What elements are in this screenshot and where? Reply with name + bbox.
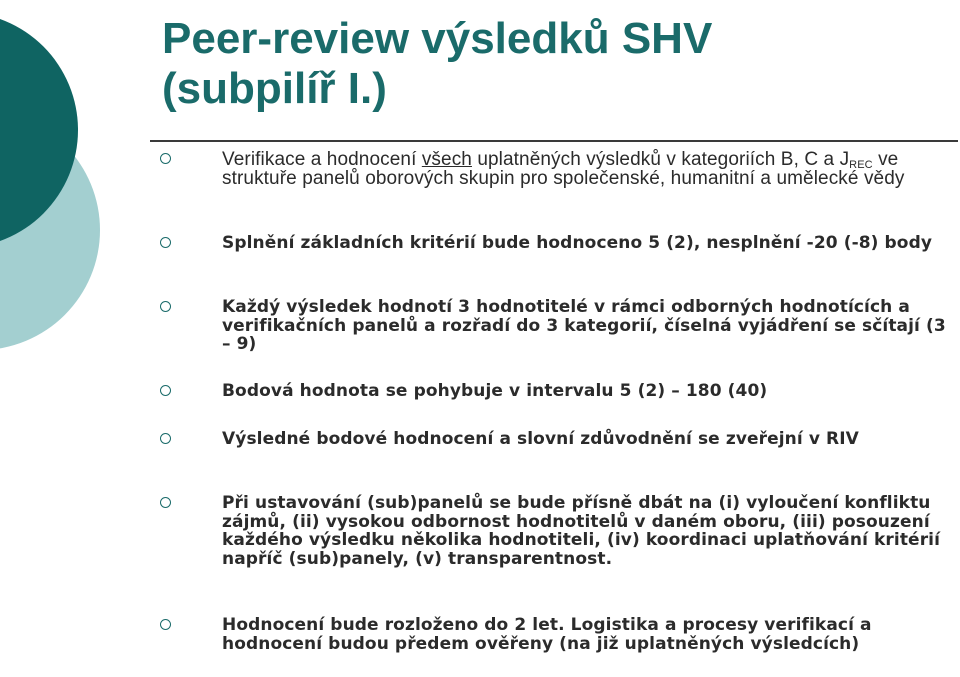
bullet-text: Hodnocení bude rozloženo do 2 let. Logistika a procesy verifikací a hodnocení budou předem ověřeny (na již uplatněných výsledcích): [222, 615, 872, 654]
bullet-circle-icon: [160, 385, 171, 396]
bullet-item-points-range: [160, 382, 950, 401]
bullet-circle-icon: [160, 497, 171, 508]
bullet-item-panels: [160, 494, 950, 568]
bullet-text: Bodová hodnota se pohybuje v intervalu 5 (2) – 180 (40): [222, 381, 768, 401]
slide-title: [162, 14, 712, 114]
bullet-item-criteria: [160, 234, 950, 253]
bullet-item-verification: [160, 150, 950, 188]
bullet-text: Výsledné bodové hodnocení a slovní zdůvodnění se zveřejní v RIV: [222, 429, 859, 449]
bullet-item-publication: [160, 430, 950, 449]
emphasized-word: všech: [421, 149, 472, 170]
bullet-text: Každý výsledek hodnotí 3 hodnotitelé v rámci odborných hodnotících a verifikačních panelů a rozřadí do 3 kategorií, číselná vyjádření se sčítají (3 – 9): [222, 297, 946, 354]
bullet-circle-icon: [160, 153, 171, 164]
bullet-circle-icon: [160, 619, 171, 630]
bullet-item-evaluators: [160, 298, 950, 354]
bullet-circle-icon: [160, 433, 171, 444]
subscript-rec: REC: [849, 159, 873, 171]
bullet-text: Při ustavování (sub)panelů se bude přísně dbát na (i) vyloučení konfliktu zájmů, (ii) vysokou odbornost hodnotitelů v daném oboru, (iii) posouzení každého výsledku několika hodnotiteli, (iv) koordinaci uplatňování kritérií napříč (sub)panely, (v) transparentnost.: [222, 493, 941, 569]
bullet-text: Verifikace a hodnocení všech uplatněných výsledků v kategoriích B, C a $J_{REC}$ ve struktuře panelů oborových skupin pro společenské, humanitní a umělecké vědy: [222, 149, 905, 189]
title-line-1: Peer-review výsledků SHV: [162, 14, 713, 63]
bullet-text: Splnění základních kritérií bude hodnoceno 5 (2), nesplnění -20 (-8) body: [222, 233, 933, 253]
title-divider: [150, 140, 958, 142]
decorative-circles: [0, 0, 120, 380]
title-line-2: (subpilíř I.): [162, 64, 387, 113]
bullet-circle-icon: [160, 237, 171, 248]
bullet-item-schedule: [160, 616, 950, 653]
bullet-circle-icon: [160, 301, 171, 312]
